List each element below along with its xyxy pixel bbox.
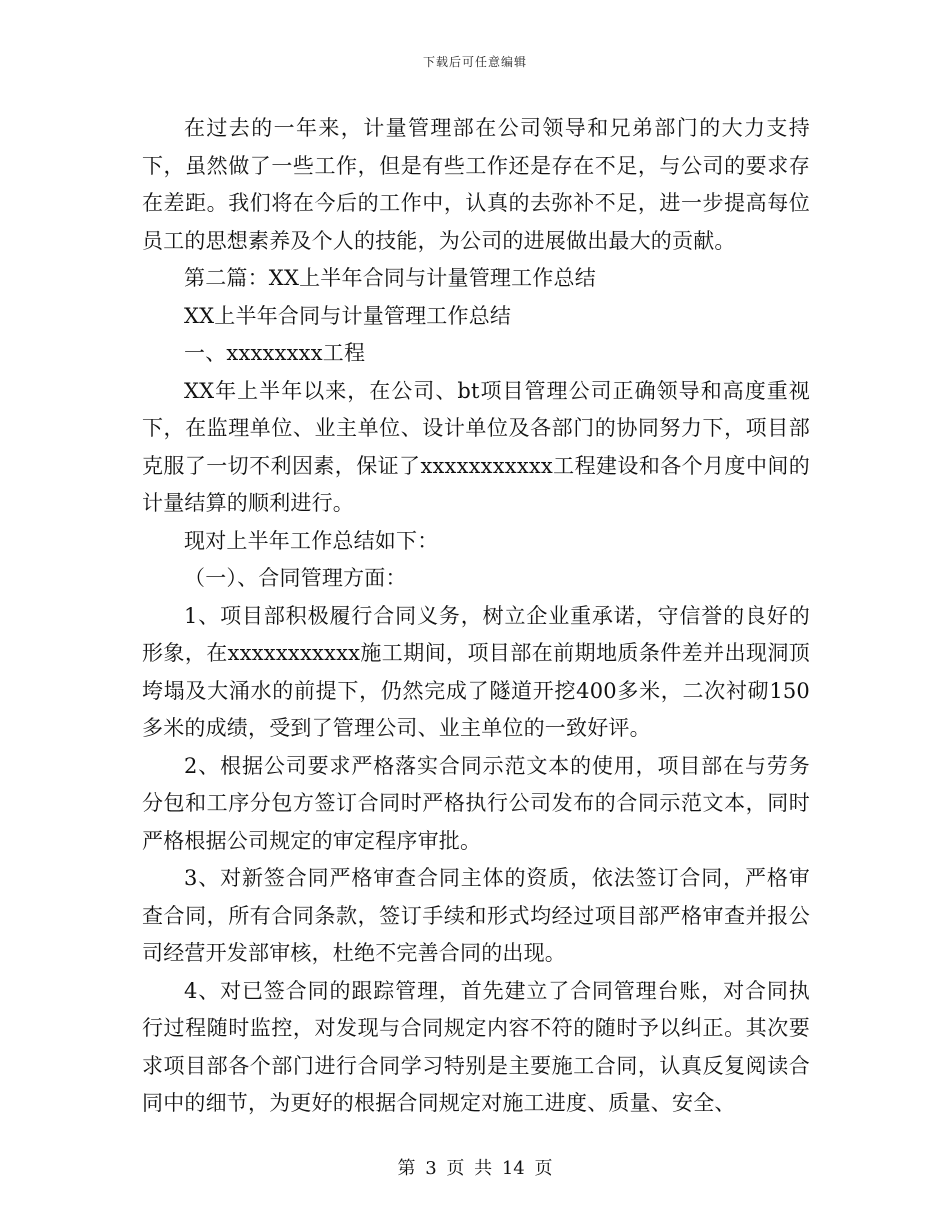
paragraph-1: 在过去的一年来，计量管理部在公司领导和兄弟部门的大力支持下，虽然做了一些工作，但是有些工作还是存在不足，与公司的要求存在差距。我们将在今后的工作中，认真的去弥补不足，进一步提高每位员工的思想素养及个人的技能，为公司的进展做出最大的贡献。: [142, 116, 810, 253]
list-item-4: 4、对已签合同的跟踪管理，首先建立了合同管理台账，对合同执行过程随时监控，对发现与合同规定内容不符的随时予以纠正。其次要求项目部各个部门进行合同学习特别是主要施工合同，认真反复阅读合同中的细节，为更好的根据合同规定对施工进度、质量、安全、: [142, 978, 810, 1115]
list-item-2: 2、根据公司要求严格落实合同示范文本的使用，项目部在与劳务分包和工序分包方签订合同时严格执行公司发布的合同示范文本，同时严格根据公司规定的审定程序审批。: [142, 753, 810, 853]
document-body: [142, 110, 810, 1123]
document-title: XX上半年合同与计量管理工作总结: [184, 303, 512, 328]
section-title-part-two: 第二篇：XX上半年合同与计量管理工作总结: [184, 266, 596, 290]
paragraph-summary-lead: 现对上半年工作总结如下：: [184, 528, 439, 553]
page-footer: 第 3 页 共 14 页: [397, 1158, 553, 1179]
page-header: 下载后可任意编辑: [422, 55, 527, 69]
paragraph-intro: XX年上半年以来，在公司、bt项目管理公司正确领导和高度重视下，在监理单位、业主单位、设计单位及各部门的协同努力下，项目部克服了一切不利因素，保证了xxxxxxxxxxx工程建设和各个月度中间的计量结算的顺利进行。: [142, 378, 810, 515]
list-item-1: 1、项目部积极履行合同义务，树立企业重承诺，守信誉的良好的形象，在xxxxxxxxxxx施工期间，项目部在前期地质条件差并出现洞顶垮塌及大涌水的前提下，仍然完成了隧道开挖400多米，二次衬砌150多米的成绩，受到了管理公司、业主单位的一致好评。: [142, 603, 810, 740]
list-item-3: 3、对新签合同严格审查合同主体的资质，依法签订合同，严格审查合同，所有合同条款，签订手续和形式均经过项目部严格审查并报公司经营开发部审核，杜绝不完善合同的出现。: [142, 866, 810, 965]
section-heading-project: 一、xxxxxxxx工程: [184, 341, 366, 365]
subsection-heading-contract: （一）、合同管理方面：: [184, 566, 407, 590]
